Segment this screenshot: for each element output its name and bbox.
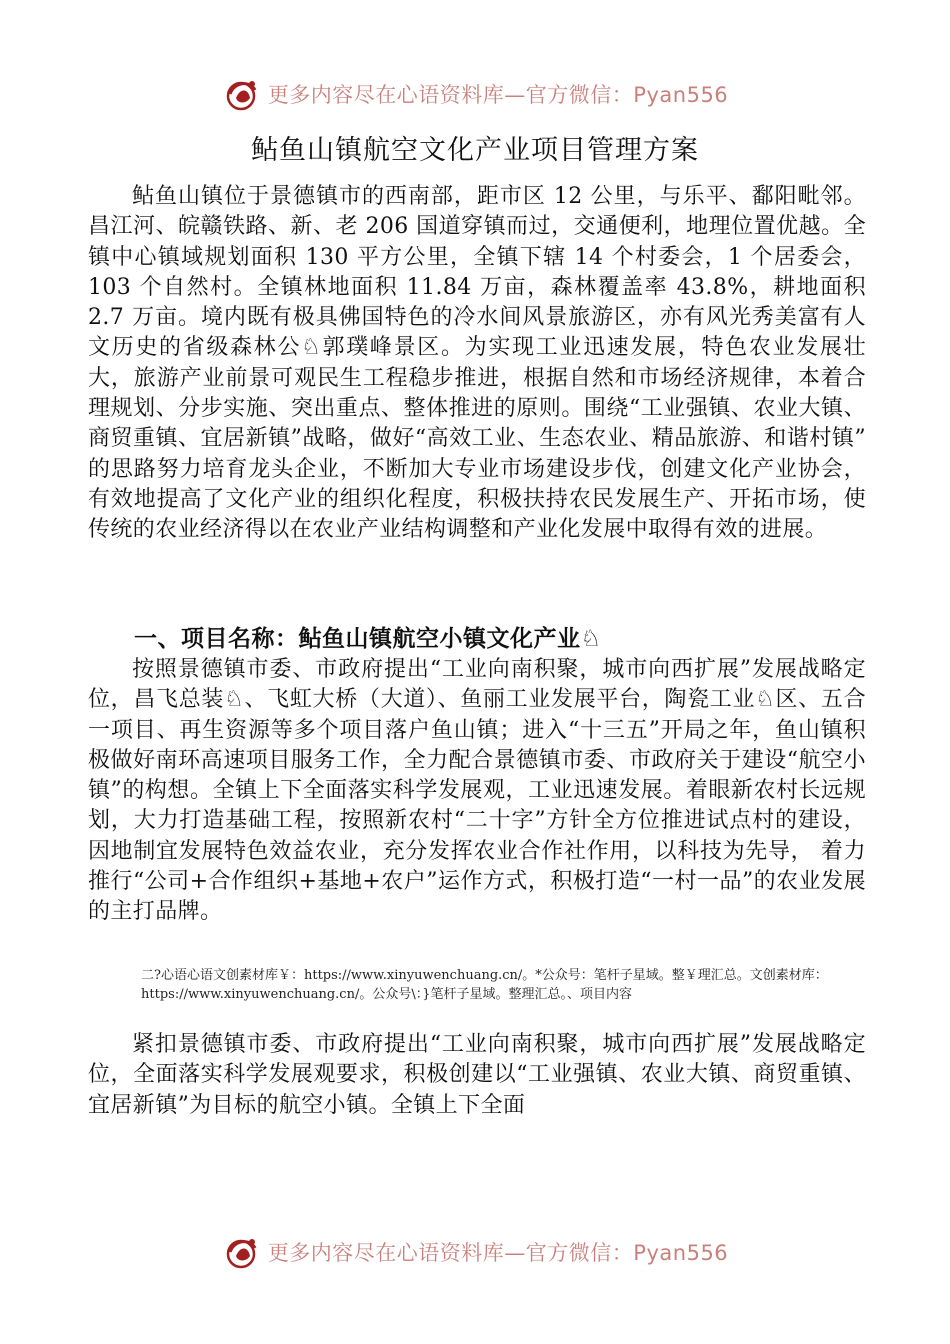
banner-text: 更多内容尽在心语资料库—官方微信：Pyan556 (267, 83, 729, 107)
banner-text: 更多内容尽在心语资料库—官方微信：Pyan556 (267, 1241, 729, 1265)
footer-banner (0, 1232, 950, 1272)
document-title: 鲇鱼山镇航空文化产业项目管理方案 (251, 135, 699, 166)
header-banner (0, 74, 950, 114)
logo-icon (222, 1232, 262, 1272)
paragraph-project: 按照景德镇市委、市政府提出“工业向南积聚，城市向西扩展”发展战略定位，昌飞总装♘、飞虹大桥（大道）、鱼丽工业发展平台，陶瓷工业♘区、五合一项目、再生资源等多个项目落户鱼山镇；进入“十三五”开局之年，鱼山镇积极做好南环高速项目服务工作，全力配合景德镇市委、市政府关于建设“航空小镇”的构想。全镇上下全面落实科学发展观，工业迅速发展。着眼新农村长远规划，大力打造基础工程，按照新农村“二十字”方针全方位推进试点村的建设，因地制宜发展特色效益农业，充分发挥农业合作社作用，以科技为先导， 着力推行“公司+合作组织+基地+农户”运作方式，积极打造“一村一品”的农业发展的主打品牌。 (88, 657, 866, 925)
paragraph-intro: 鲇鱼山镇位于景德镇市的西南部，距市区 12 公里，与乐平、鄱阳毗邻。昌江河、皖赣铁路、新、老 206 国道穿镇而过，交通便利，地理位置优越。全镇中心镇域规划面积 130 平方公里，全镇下辖 14 个村委会，1 个居委会，103 个自然村。全镇林地面积 11.84 万亩，森林覆盖率 43.8%，耕地面积 2.7 万亩。境内既有极具佛国特色的冷水间风景旅游区，亦有风光秀美富有人文历史的省级森林公♘郭璞峰景区。为实现工业迅速发展，特色农业发展壮大，旅游产业前景可观民生工程稳步推进，根据自然和市场经济规律，本着合理规划、分步实施、突出重点、整体推进的原则。围绕“工业强镇、农业大镇、商贸重镇、宜居新镇”战略，做好“高效工业、生态农业、精品旅游、和谐村镇” 的思路努力培育龙头企业，不断加大专业市场建设步伐，创建文化产业协会，有效地提高了文化产业的组织化程度，积极扶持农民发展生产、开拓市场，使传统的农业经济得以在农业产业结构调整和产业化发展中取得有效的进展。 (88, 184, 866, 543)
source-note: 二?心语心语文创素材库￥：https://www.xinyuwenchuang.cn/。*公众号：笔杆子星域。整￥理汇总。文创素材库：https://www.xinyuwenchuang.cn/。公众号\：}笔杆子星域。整理汇总。、项目内容 (141, 968, 828, 1002)
section-heading-project-name: 一、项目名称：鲇鱼山镇航空小镇文化产业♘ (134, 626, 602, 652)
logo-icon (222, 74, 262, 114)
paragraph-content: 紧扣景德镇市委、市政府提出“工业向南积聚，城市向西扩展”发展战略定位，全面落实科学发展观要求，积极创建以“工业强镇、农业大镇、商贸重镇、宜居新镇”为目标的航空小镇。全镇上下全面 (88, 1032, 866, 1118)
